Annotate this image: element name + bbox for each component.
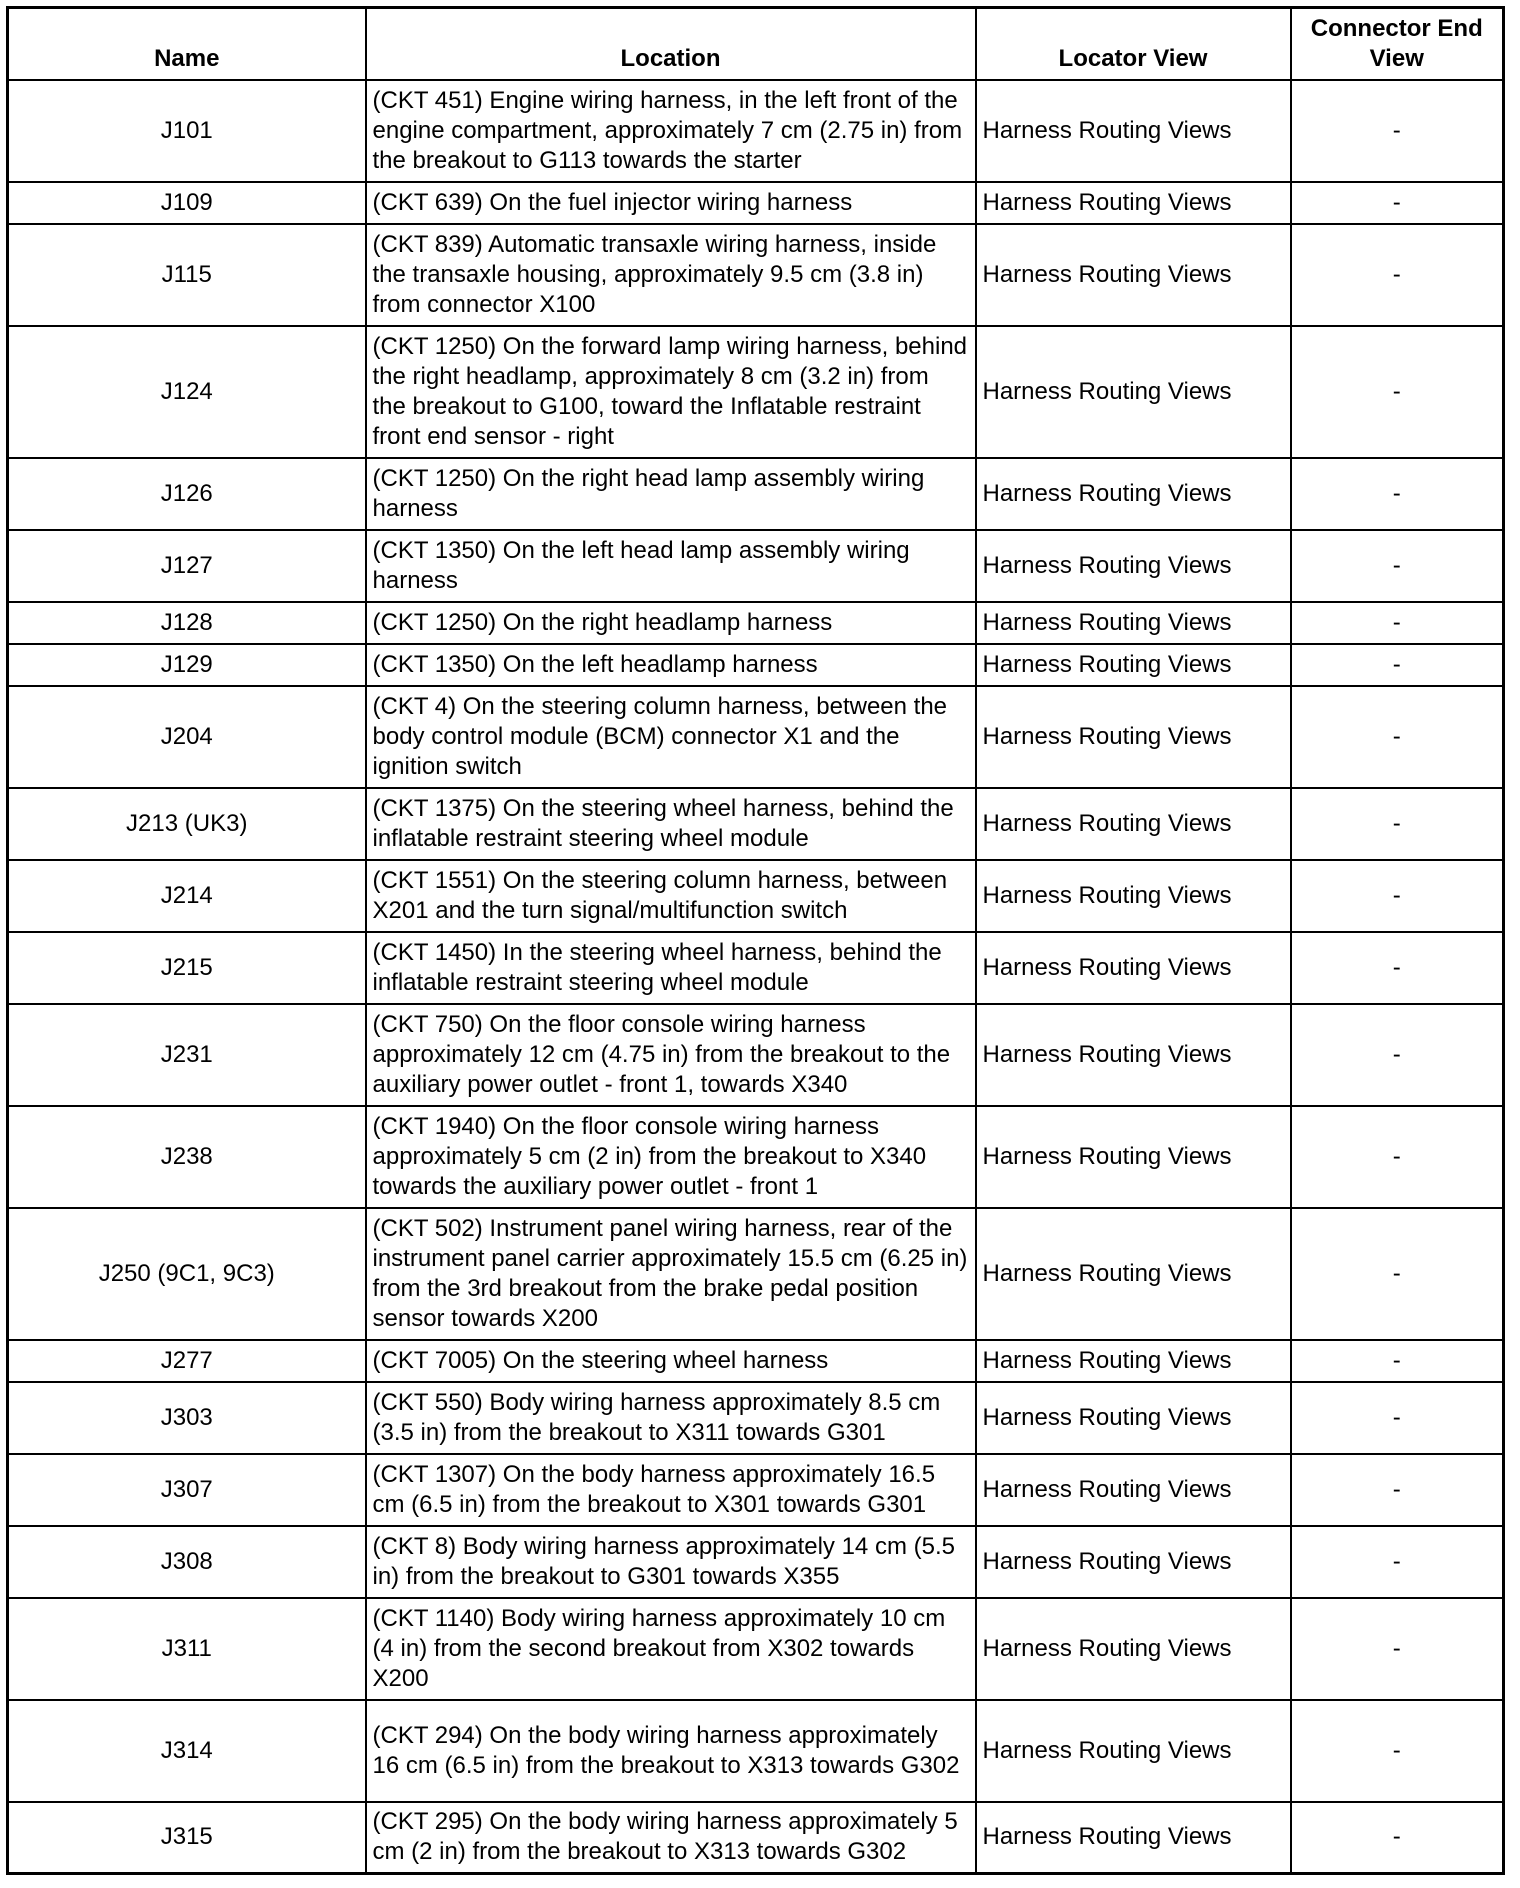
- cell-location: (CKT 639) On the fuel injector wiring harness: [366, 182, 976, 224]
- cell-connector-end-view: -: [1291, 788, 1504, 860]
- cell-location: (CKT 1350) On the left head lamp assembly wiring harness: [366, 530, 976, 602]
- cell-connector-end-view: -: [1291, 1802, 1504, 1874]
- cell-locator-view: Harness Routing Views: [976, 1208, 1291, 1340]
- header-location: Location: [366, 8, 976, 80]
- header-connector-end-view: Connector End View: [1291, 8, 1504, 80]
- cell-name: J314: [8, 1700, 366, 1802]
- cell-locator-view: Harness Routing Views: [976, 530, 1291, 602]
- cell-name: J204: [8, 686, 366, 788]
- cell-locator-view: Harness Routing Views: [976, 602, 1291, 644]
- cell-location: (CKT 294) On the body wiring harness approximately 16 cm (6.5 in) from the breakout to X313 towards G302: [366, 1700, 976, 1802]
- cell-name: J303: [8, 1382, 366, 1454]
- cell-name: J101: [8, 80, 366, 182]
- table-row: [8, 1802, 1504, 1874]
- cell-location: (CKT 4) On the steering column harness, between the body control module (BCM) connector X1 and the ignition switch: [366, 686, 976, 788]
- table-header-row: [8, 8, 1504, 80]
- cell-name: J311: [8, 1598, 366, 1700]
- cell-locator-view: Harness Routing Views: [976, 1004, 1291, 1106]
- cell-location: (CKT 1940) On the floor console wiring harness approximately 5 cm (2 in) from the breakout to X340 towards the auxiliary power outlet - front 1: [366, 1106, 976, 1208]
- cell-connector-end-view: -: [1291, 1526, 1504, 1598]
- cell-connector-end-view: -: [1291, 686, 1504, 788]
- cell-name: J129: [8, 644, 366, 686]
- cell-connector-end-view: -: [1291, 326, 1504, 458]
- header-name: Name: [8, 8, 366, 80]
- cell-locator-view: Harness Routing Views: [976, 644, 1291, 686]
- cell-location: (CKT 750) On the floor console wiring harness approximately 12 cm (4.75 in) from the breakout to the auxiliary power outlet - front 1, towards X340: [366, 1004, 976, 1106]
- table-row: [8, 80, 1504, 182]
- cell-locator-view: Harness Routing Views: [976, 224, 1291, 326]
- cell-name: J250 (9C1, 9C3): [8, 1208, 366, 1340]
- table-row: [8, 458, 1504, 530]
- cell-locator-view: Harness Routing Views: [976, 458, 1291, 530]
- cell-locator-view: Harness Routing Views: [976, 686, 1291, 788]
- cell-locator-view: Harness Routing Views: [976, 788, 1291, 860]
- cell-connector-end-view: -: [1291, 1454, 1504, 1526]
- table-row: [8, 1526, 1504, 1598]
- table-row: [8, 686, 1504, 788]
- cell-location: (CKT 502) Instrument panel wiring harness, rear of the instrument panel carrier approximately 15.5 cm (6.25 in) from the 3rd breakout from the brake pedal position sensor towards X200: [366, 1208, 976, 1340]
- cell-name: J315: [8, 1802, 366, 1874]
- cell-name: J277: [8, 1340, 366, 1382]
- cell-name: J307: [8, 1454, 366, 1526]
- cell-name: J215: [8, 932, 366, 1004]
- header-locator-view: Locator View: [976, 8, 1291, 80]
- connector-table: [6, 6, 1505, 1875]
- cell-name: J238: [8, 1106, 366, 1208]
- cell-name: J231: [8, 1004, 366, 1106]
- cell-name: J127: [8, 530, 366, 602]
- cell-name: J214: [8, 860, 366, 932]
- cell-locator-view: Harness Routing Views: [976, 1454, 1291, 1526]
- table-row: [8, 530, 1504, 602]
- cell-connector-end-view: -: [1291, 224, 1504, 326]
- cell-connector-end-view: -: [1291, 458, 1504, 530]
- table-row: [8, 224, 1504, 326]
- cell-location: (CKT 839) Automatic transaxle wiring harness, inside the transaxle housing, approximately 9.5 cm (3.8 in) from connector X100: [366, 224, 976, 326]
- cell-location: (CKT 1250) On the right head lamp assembly wiring harness: [366, 458, 976, 530]
- table-row: [8, 1208, 1504, 1340]
- table-row: [8, 1340, 1504, 1382]
- cell-location: (CKT 8) Body wiring harness approximately 14 cm (5.5 in) from the breakout to G301 towards X355: [366, 1526, 976, 1598]
- table-row: [8, 1454, 1504, 1526]
- cell-connector-end-view: -: [1291, 602, 1504, 644]
- cell-locator-view: Harness Routing Views: [976, 1598, 1291, 1700]
- table-row: [8, 1382, 1504, 1454]
- cell-location: (CKT 1450) In the steering wheel harness, behind the inflatable restraint steering wheel module: [366, 932, 976, 1004]
- cell-locator-view: Harness Routing Views: [976, 860, 1291, 932]
- cell-name: J124: [8, 326, 366, 458]
- cell-locator-view: Harness Routing Views: [976, 80, 1291, 182]
- table-row: [8, 932, 1504, 1004]
- cell-locator-view: Harness Routing Views: [976, 932, 1291, 1004]
- cell-location: (CKT 1140) Body wiring harness approximately 10 cm (4 in) from the second breakout from X302 towards X200: [366, 1598, 976, 1700]
- cell-name: J109: [8, 182, 366, 224]
- cell-connector-end-view: -: [1291, 1004, 1504, 1106]
- cell-locator-view: Harness Routing Views: [976, 1526, 1291, 1598]
- table-row: [8, 182, 1504, 224]
- cell-location: (CKT 1250) On the forward lamp wiring harness, behind the right headlamp, approximately 8 cm (3.2 in) from the breakout to G100, toward the Inflatable restraint front end sensor - right: [366, 326, 976, 458]
- table-row: [8, 788, 1504, 860]
- cell-location: (CKT 295) On the body wiring harness approximately 5 cm (2 in) from the breakout to X313 towards G302: [366, 1802, 976, 1874]
- table-row: [8, 1598, 1504, 1700]
- cell-name: J126: [8, 458, 366, 530]
- table-row: [8, 326, 1504, 458]
- cell-connector-end-view: -: [1291, 1382, 1504, 1454]
- cell-connector-end-view: -: [1291, 530, 1504, 602]
- cell-connector-end-view: -: [1291, 1106, 1504, 1208]
- cell-locator-view: Harness Routing Views: [976, 1382, 1291, 1454]
- cell-locator-view: Harness Routing Views: [976, 1700, 1291, 1802]
- table-row: [8, 860, 1504, 932]
- cell-connector-end-view: -: [1291, 182, 1504, 224]
- table-row: [8, 1700, 1504, 1802]
- table-row: [8, 644, 1504, 686]
- cell-location: (CKT 1307) On the body harness approximately 16.5 cm (6.5 in) from the breakout to X301 towards G301: [366, 1454, 976, 1526]
- cell-location: (CKT 7005) On the steering wheel harness: [366, 1340, 976, 1382]
- cell-connector-end-view: -: [1291, 932, 1504, 1004]
- cell-name: J115: [8, 224, 366, 326]
- cell-location: (CKT 1375) On the steering wheel harness, behind the inflatable restraint steering wheel module: [366, 788, 976, 860]
- cell-connector-end-view: -: [1291, 860, 1504, 932]
- cell-connector-end-view: -: [1291, 1340, 1504, 1382]
- cell-location: (CKT 1250) On the right headlamp harness: [366, 602, 976, 644]
- cell-locator-view: Harness Routing Views: [976, 1106, 1291, 1208]
- cell-location: (CKT 1350) On the left headlamp harness: [366, 644, 976, 686]
- cell-location: (CKT 550) Body wiring harness approximately 8.5 cm (3.5 in) from the breakout to X311 towards G301: [366, 1382, 976, 1454]
- cell-name: J213 (UK3): [8, 788, 366, 860]
- table-row: [8, 602, 1504, 644]
- cell-location: (CKT 451) Engine wiring harness, in the left front of the engine compartment, approximately 7 cm (2.75 in) from the breakout to G113 towards the starter: [366, 80, 976, 182]
- cell-locator-view: Harness Routing Views: [976, 1340, 1291, 1382]
- cell-connector-end-view: -: [1291, 1208, 1504, 1340]
- cell-connector-end-view: -: [1291, 1598, 1504, 1700]
- cell-locator-view: Harness Routing Views: [976, 326, 1291, 458]
- cell-connector-end-view: -: [1291, 1700, 1504, 1802]
- cell-location: (CKT 1551) On the steering column harness, between X201 and the turn signal/multifunction switch: [366, 860, 976, 932]
- cell-connector-end-view: -: [1291, 80, 1504, 182]
- table-row: [8, 1004, 1504, 1106]
- cell-locator-view: Harness Routing Views: [976, 1802, 1291, 1874]
- cell-connector-end-view: -: [1291, 644, 1504, 686]
- table-row: [8, 1106, 1504, 1208]
- cell-locator-view: Harness Routing Views: [976, 182, 1291, 224]
- cell-name: J128: [8, 602, 366, 644]
- cell-name: J308: [8, 1526, 366, 1598]
